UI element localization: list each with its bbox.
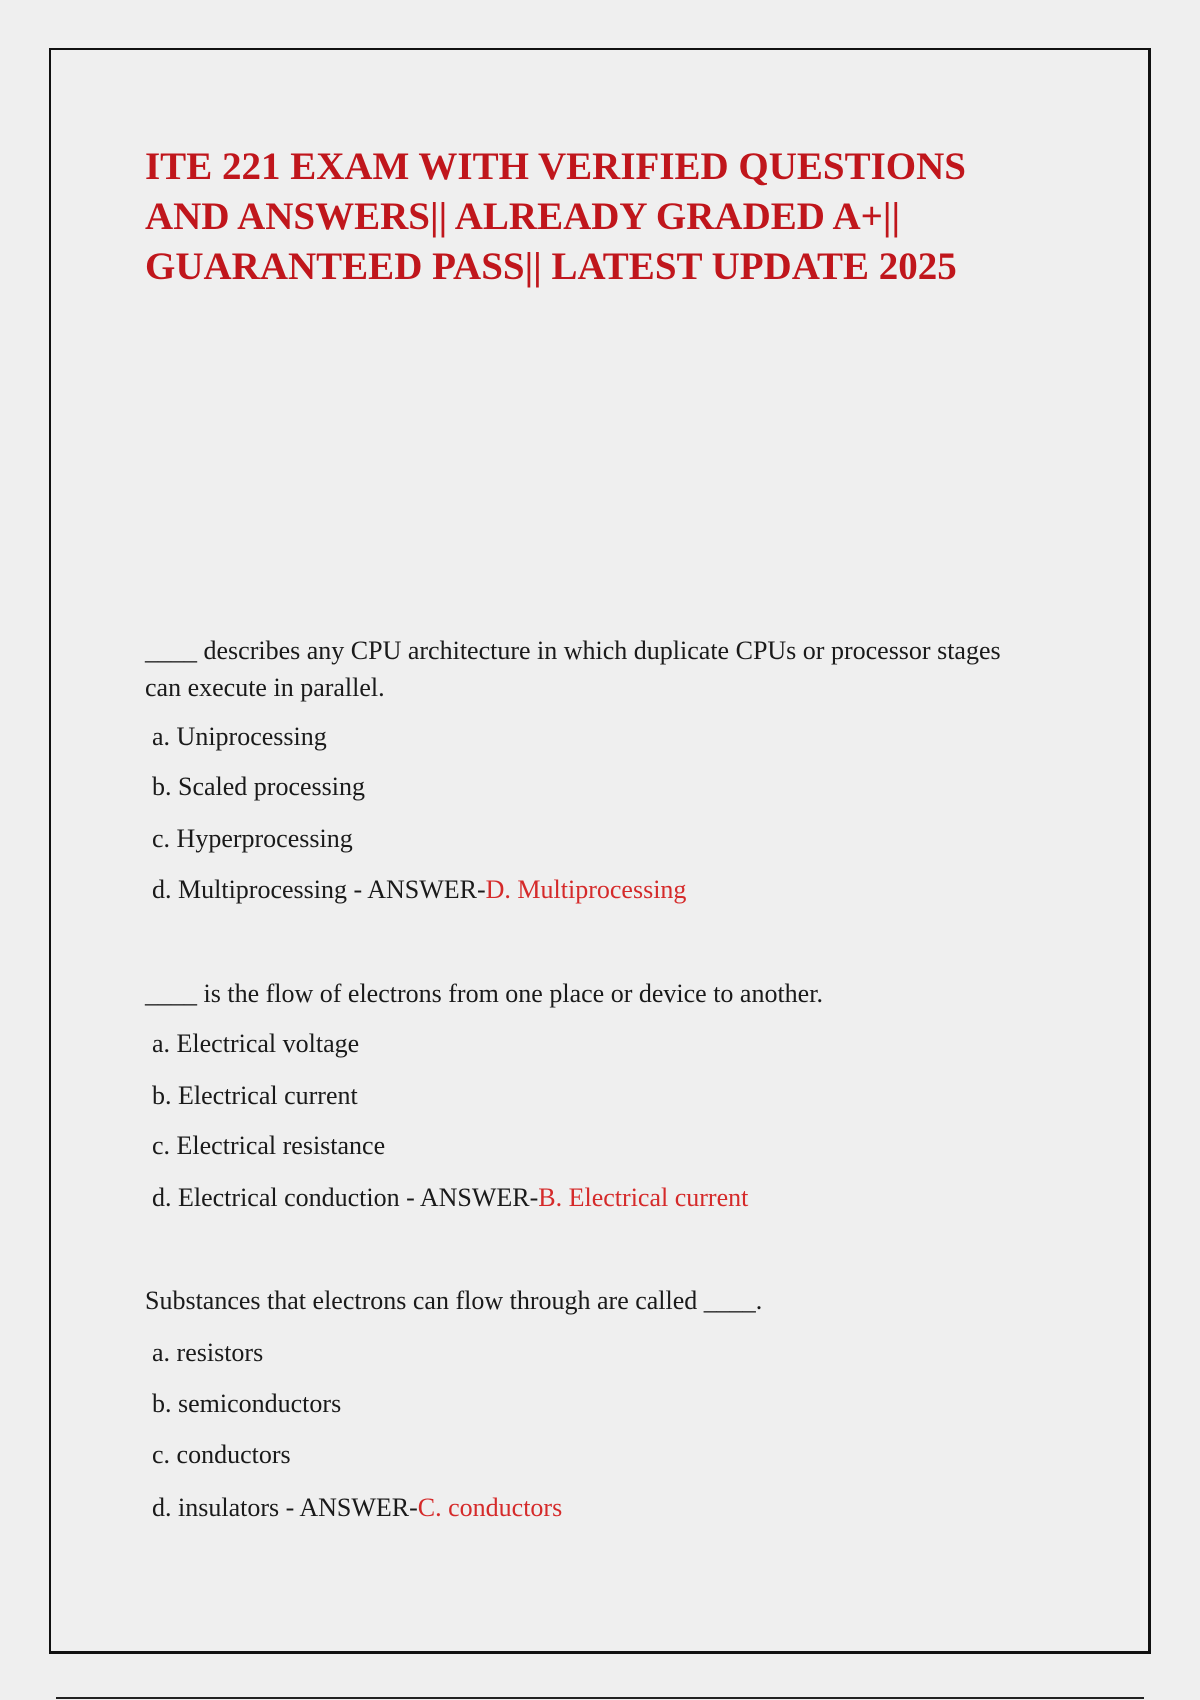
option-d	[152, 1180, 1025, 1216]
option-b: b. Electrical current	[152, 1081, 358, 1110]
option-list	[145, 1335, 1025, 1526]
option-a: a. resistors	[152, 1338, 264, 1367]
option-b: b. semiconductors	[152, 1389, 342, 1418]
next-page-divider	[56, 1697, 1144, 1699]
option-d	[152, 872, 1025, 908]
question-3	[145, 1282, 1025, 1526]
question-1	[145, 632, 1025, 908]
option-b: b. Scaled processing	[152, 772, 366, 801]
option-d	[152, 1490, 1025, 1526]
option-a: a. Uniprocessing	[152, 722, 327, 751]
option-list	[145, 1026, 1025, 1216]
question-2	[145, 975, 1025, 1216]
answer-text: D. Multiprocessing	[485, 875, 687, 904]
option-c: c. conductors	[152, 1440, 291, 1469]
option-d-label: d. Electrical conduction - ANSWER-	[152, 1183, 539, 1212]
answer-text: B. Electrical current	[538, 1183, 749, 1212]
option-list	[145, 719, 1025, 908]
answer-text: C. conductors	[417, 1493, 563, 1522]
question-text: Substances that electrons can flow through are called ____.	[145, 1286, 763, 1315]
option-c: c. Electrical resistance	[152, 1131, 386, 1160]
option-d-label: d. Multiprocessing - ANSWER-	[152, 875, 486, 904]
option-d-label: d. insulators - ANSWER-	[152, 1493, 418, 1522]
document-title: ITE 221 EXAM WITH VERIFIED QUESTIONS AND ANSWERS|| ALREADY GRADED A+|| GUARANTEED PASS|| LATEST UPDATE 2025	[145, 145, 966, 288]
question-text: ____ describes any CPU architecture in which duplicate CPUs or processor stages can execute in parallel.	[145, 636, 1001, 702]
question-text: ____ is the flow of electrons from one place or device to another.	[145, 979, 823, 1008]
option-c: c. Hyperprocessing	[152, 824, 353, 853]
option-a: a. Electrical voltage	[152, 1029, 360, 1058]
